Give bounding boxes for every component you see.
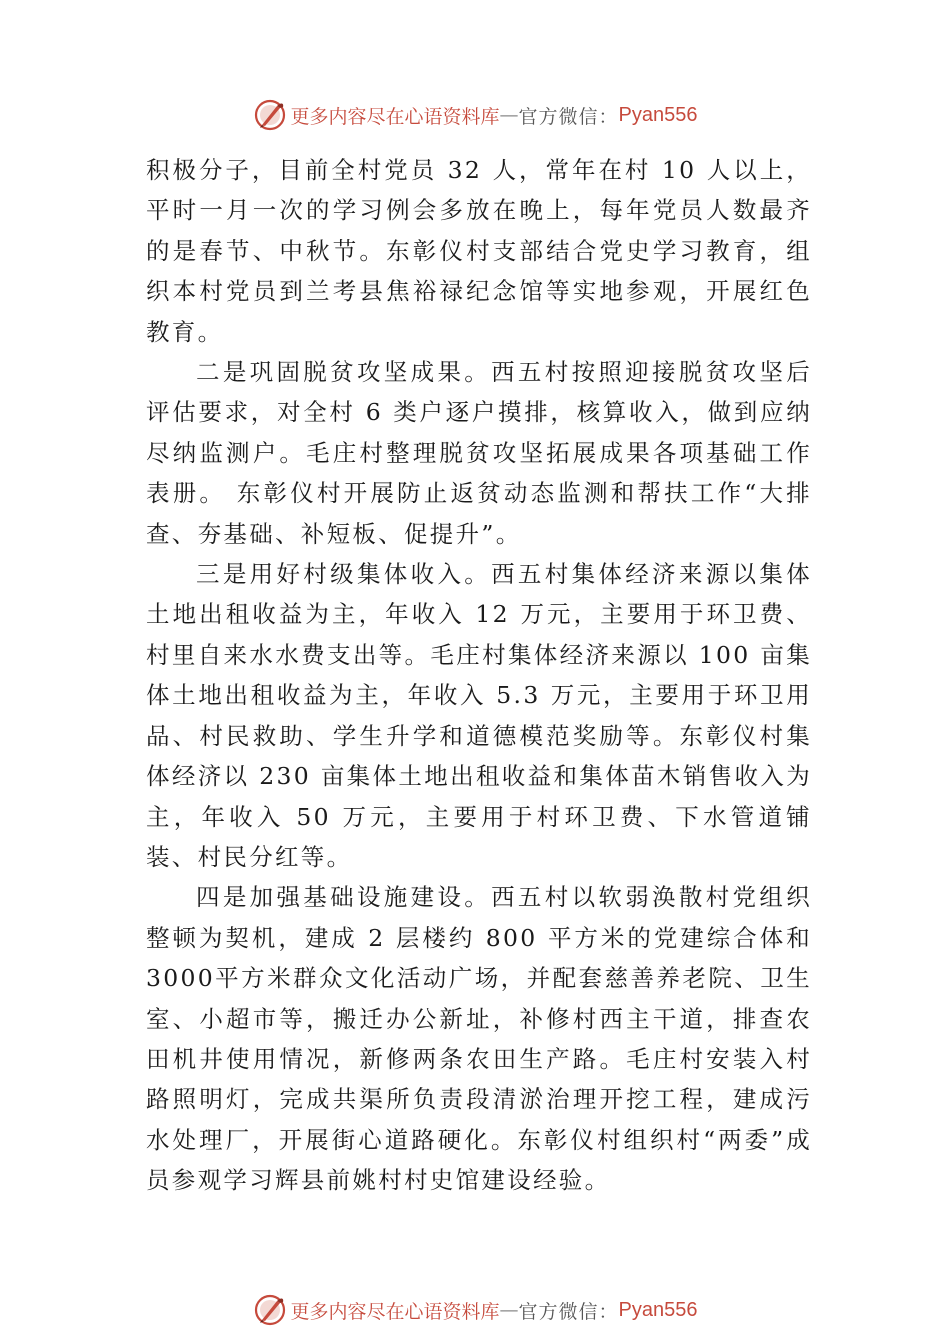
watermark-separator: —	[499, 1299, 519, 1321]
watermark-wechat-id: Pyan556	[618, 1298, 698, 1321]
body-paragraph-1: 积极分子，目前全村党员 32 人，常年在村 10 人以上，平时一月一次的学习例会多放在晚上，每年党员人数最齐的是春节、中秋节。东彰仪村支部结合党史学习教育，组织本村党员到兰考县焦裕禄纪念馆等实地参观，开展红色教育。	[146, 156, 812, 346]
header-watermark	[0, 95, 950, 135]
watermark-wechat-id: Pyan556	[618, 103, 698, 126]
quill-pen-logo-icon	[253, 1293, 287, 1327]
footer-watermark	[0, 1290, 950, 1330]
body-paragraph-4: 四是加强基础设施建设。西五村以软弱涣散村党组织整顿为契机，建成 2 层楼约 800 平方米的党建综合体和 3000平方米群众文化活动广场，并配套慈善养老院、卫生室、小超市等，搬迁办公新址，补修村西主干道，排查农田机井使用情况，新修两条农田生产路。毛庄村安装入村路照明灯，完成共渠所负责段清淤治理开挖工程，建成污水处理厂，开展街心道路硬化。东彰仪村组织村“两委”成员参观学习辉县前姚村村史馆建设经验。	[146, 883, 812, 1195]
watermark-brand-text: 更多内容尽在心语资料库	[290, 1300, 500, 1323]
watermark-separator: —	[499, 104, 519, 126]
watermark-brand-text: 更多内容尽在心语资料库	[290, 105, 500, 128]
watermark-official-label: 官方微信：	[518, 1300, 619, 1323]
watermark-official-label: 官方微信：	[518, 105, 619, 128]
body-paragraph-2: 二是巩固脱贫攻坚成果。西五村按照迎接脱贫攻坚后评估要求，对全村 6 类户逐户摸排，核算收入，做到应纳尽纳监测户。毛庄村整理脱贫攻坚拓展成果各项基础工作表册。 东彰仪村开展防止返贫动态监测和帮扶工作“大排查、夯基础、补短板、促提升”。	[146, 358, 812, 548]
document-body	[146, 150, 812, 1201]
body-paragraph-3: 三是用好村级集体收入。西五村集体经济来源以集体土地出租收益为主，年收入 12 万元，主要用于环卫费、村里自来水水费支出等。毛庄村集体经济来源以 100 亩集体土地出租收益为主，年收入 5.3 万元，主要用于环卫用品、村民救助、学生升学和道德模范奖励等。东彰仪村集体经济以 230 亩集体土地出租收益和集体苗木销售收入为主，年收入 50 万元，主要用于村环卫费、下水管道铺装、村民分红等。	[146, 560, 812, 871]
quill-pen-logo-icon	[253, 98, 287, 132]
